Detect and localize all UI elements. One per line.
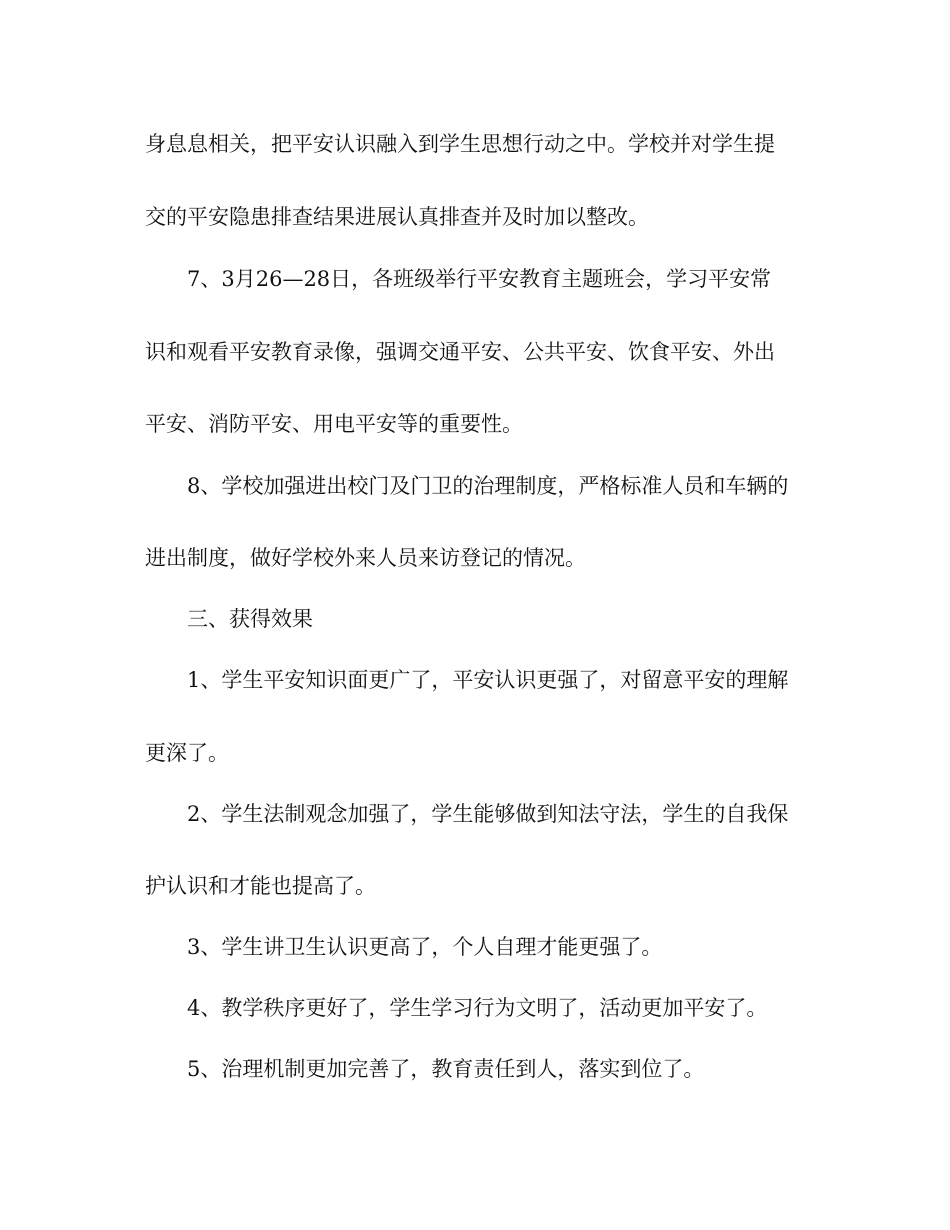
text-line: 7、3月26—28日，各班级举行平安教育主题班会，学习平安常 — [187, 267, 772, 291]
text-line: 3、学生讲卫生认识更高了，个人自理才能更强了。 — [187, 935, 663, 959]
text-line: 交的平安隐患排查结果进展认真排查并及时加以整改。 — [145, 205, 649, 229]
text-line: 识和观看平安教育录像，强调交通平安、公共平安、饮食平安、外出 — [145, 340, 775, 364]
text-line: 更深了。 — [145, 741, 229, 765]
text-line: 2、学生法制观念加强了，学生能够做到知法守法，学生的自我保 — [187, 802, 789, 826]
text-line: 护认识和才能也提高了。 — [145, 874, 376, 898]
text-line: 1、学生平安知识面更广了，平安认识更强了，对留意平安的理解 — [187, 668, 789, 692]
text-line: 平安、消防平安、用电平安等的重要性。 — [145, 412, 523, 436]
text-line: 8、学校加强进出校门及门卫的治理制度，严格标准人员和车辆的 — [187, 474, 789, 498]
section-heading: 三、获得效果 — [187, 607, 313, 631]
text-line: 进出制度，做好学校外来人员来访登记的情况。 — [145, 546, 586, 570]
text-line: 5、治理机制更加完善了，教育责任到人，落实到位了。 — [187, 1057, 705, 1081]
text-line: 身息息相关，把平安认识融入到学生思想行动之中。学校并对学生提 — [145, 132, 775, 156]
text-line: 4、教学秩序更好了，学生学习行为文明了，活动更加平安了。 — [187, 996, 768, 1020]
